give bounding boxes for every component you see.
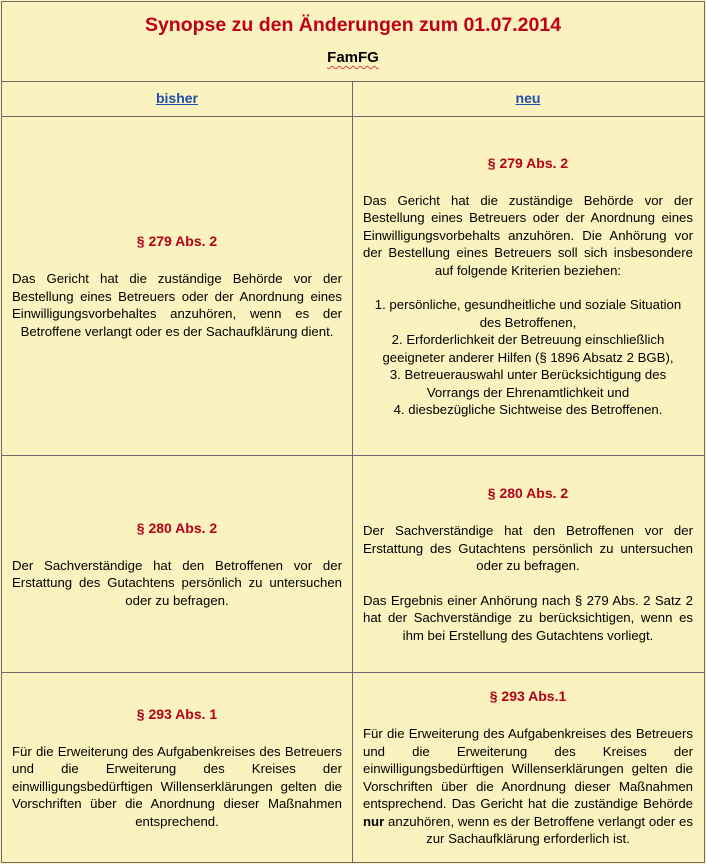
cell-old [2, 117, 353, 455]
list-item: 4. diesbezügliche Sichtweise des Betroffenen. [393, 402, 663, 417]
column-header-row [2, 82, 704, 117]
list-item: 2. Erforderlichkeit der Betreuung einschließlich geeigneter anderer Hilfen (§ 1896 Absatz 2 BGB), [382, 332, 674, 365]
section-heading: § 293 Abs.1 [489, 688, 567, 705]
column-link-neu[interactable]: neu [515, 90, 541, 107]
table-row [2, 117, 704, 456]
cell-new [353, 456, 703, 672]
column-link-bisher[interactable]: bisher [155, 90, 198, 107]
paragraph-text: Das Gericht hat die zuständige Behörde vor der Bestellung eines Betreuers oder der Anordnung eines Einwilligungsvorbehaltes anzuhören, wenn es der Betroffene verlangt oder es der Sachaufklärung dient. [12, 271, 342, 339]
section-heading: § 293 Abs. 1 [136, 705, 218, 722]
paragraph-text: Für die Erweiterung des Aufgabenkreises des Betreuers und die Erweiterung des Kreises der einwilligungsbedürftigen Willenserklärungen gelten die Vorschriften über die Anordnung dieser Maßnahmen entsprechend. [12, 743, 342, 829]
cell-new [353, 117, 703, 455]
text-after: anzuhören, wenn es der Betroffene verlangt oder es zur Sachaufklärung erforderlich ist. [388, 813, 693, 847]
page-subtitle: FamFG [327, 49, 379, 66]
page-title: Synopse zu den Änderungen zum 01.07.2014 [144, 14, 562, 36]
criteria-list [363, 296, 693, 419]
section-heading: § 279 Abs. 2 [136, 233, 218, 249]
column-header-right [353, 82, 703, 116]
paragraph-text: Der Sachverständige hat den Betroffenen vor der Erstattung des Gutachtens persönlich zu untersuchen oder zu befragen. [363, 523, 693, 573]
section-heading: § 280 Abs. 2 [487, 485, 569, 501]
cell-old [2, 456, 353, 672]
cell-new [353, 673, 703, 862]
text-before: Für die Erweiterung des Aufgabenkreises des Betreuers und die Erweiterung des Kreises der einwilligungsbedürftigen Willenserklärungen gelten die Vorschriften über die Anordnung dieser Maßnahmen entsprechend. Das Gericht hat die zuständige Behörde [363, 726, 693, 812]
emphasis-text: nur [363, 813, 385, 829]
list-item: 3. Betreuerauswahl unter Berücksichtigung des Vorrangs der Ehrenamtlichkeit und [389, 367, 667, 400]
table-row [2, 673, 704, 862]
section-heading: § 279 Abs. 2 [487, 154, 569, 171]
cell-old [2, 673, 353, 862]
paragraph-text: Das Gericht hat die zuständige Behörde vor der Bestellung eines Betreuers oder der Anordnung eines Einwilligungsvorbehalts anzuhören. Die Anhörung vor der Bestellung eines Betreuers soll sich insbesondere auf folgende Kriterien beziehen: [363, 192, 693, 278]
paragraph-text [363, 725, 693, 848]
synopsis-table [1, 1, 705, 863]
title-block [2, 2, 704, 82]
list-item: 1. persönliche, gesundheitliche und soziale Situation des Betroffenen, [374, 297, 682, 330]
table-row [2, 456, 704, 673]
paragraph-text: Das Ergebnis einer Anhörung nach § 279 Abs. 2 Satz 2 hat der Sachverständige zu berücksichtigen, wenn es ihm bei Erstellung des Gutachtens vorliegt. [363, 592, 693, 643]
section-heading: § 280 Abs. 2 [136, 519, 218, 536]
paragraph-text: Der Sachverständige hat den Betroffenen vor der Erstattung des Gutachtens persönlich zu untersuchen oder zu befragen. [12, 557, 342, 608]
column-header-left [2, 82, 353, 116]
